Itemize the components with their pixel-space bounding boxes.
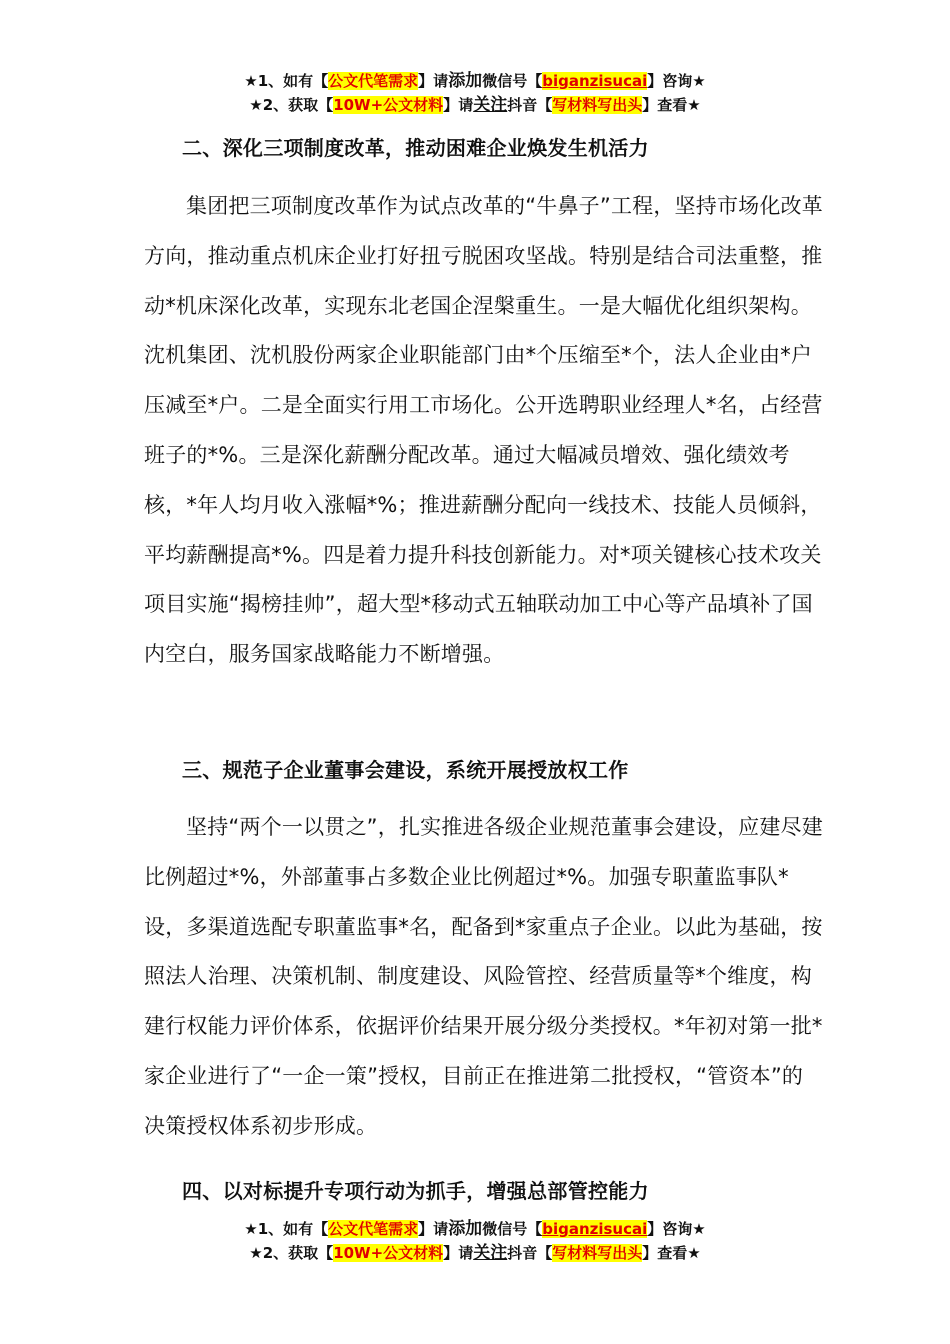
promo-banner-bottom-line1: [0, 1218, 950, 1240]
banner-text: ★1、如有【: [244, 72, 329, 90]
promo-banner-bottom-line2: [0, 1242, 950, 1264]
banner-text: ★2、获取【: [249, 96, 334, 114]
banner-highlight: 10W+公文材料: [333, 1244, 444, 1262]
banner-text: 】咨询★: [647, 72, 706, 90]
section-body: 坚持“两个一以贯之”，扎实推进各级企业规范董事会建设，应建尽建比例超过*%，外部董事占多数企业比例超过*%。加强专职董监事队*设，多渠道选配专职董监事*名，配备到*家重点子企业。以此为基础，按照法人治理、决策机制、制度建设、风险管控、经营质量等*个维度，构建行权能力评价体系，依据评价结果开展分级分类授权。*年初对第一批*家企业进行了“一企一策”授权，目前正在推进第二批授权，“管资本”的决策授权体系初步形成。: [144, 815, 823, 1138]
banner-emphasis: 关注: [473, 95, 508, 115]
section-heading: 四、以对标提升专项行动为抓手，增强总部管控能力: [182, 1179, 649, 1203]
banner-text: 】查看★: [642, 1244, 701, 1262]
wechat-id-link[interactable]: biganzisucai: [542, 1220, 648, 1238]
banner-highlight: 公文代笔需求: [328, 72, 419, 90]
banner-text: 】查看★: [642, 96, 701, 114]
douyin-account-highlight: 写材料写出头: [552, 1244, 643, 1262]
banner-highlight: 公文代笔需求: [328, 1220, 419, 1238]
banner-text: 微信号【: [482, 1220, 543, 1238]
banner-text: 】请: [418, 72, 449, 90]
banner-text: 】请: [443, 96, 474, 114]
section-heading: 二、深化三项制度改革，推动困难企业焕发生机活力: [182, 136, 649, 160]
banner-highlight: 10W+公文材料: [333, 96, 444, 114]
banner-text: ★2、获取【: [249, 1244, 334, 1262]
section-heading: 三、规范子企业董事会建设，系统开展授放权工作: [182, 758, 629, 782]
banner-text: ★1、如有【: [244, 1220, 329, 1238]
wechat-id-link[interactable]: biganzisucai: [542, 72, 648, 90]
section-body: 集团把三项制度改革作为试点改革的“牛鼻子”工程，坚持市场化改革方向，推动重点机床企业打好扭亏脱困攻坚战。特别是结合司法重整，推动*机床深化改革，实现东北老国企涅槃重生。一是大幅优化组织架构。沈机集团、沈机股份两家企业职能部门由*个压缩至*个，法人企业由*户压减至*户。二是全面实行用工市场化。公开选聘职业经理人*名，占经营班子的*%。三是深化薪酬分配改革。通过大幅减员增效、强化绩效考核，*年人均月收入涨幅*%；推进薪酬分配向一线技术、技能人员倾斜，平均薪酬提高*%。四是着力提升科技创新能力。对*项关键核心技术攻关项目实施“揭榜挂帅”，超大型*移动式五轴联动加工中心等产品填补了国内空白，服务国家战略能力不断增强。: [144, 194, 823, 667]
banner-text: 】请: [418, 1220, 449, 1238]
promo-banner-top-line2: [0, 94, 950, 116]
banner-emphasis: 添加: [448, 71, 483, 91]
banner-emphasis: 关注: [473, 1243, 508, 1263]
banner-text: 抖音【: [507, 96, 553, 114]
douyin-account-highlight: 写材料写出头: [552, 96, 643, 114]
promo-banner-top-line1: [0, 70, 950, 92]
banner-text: 】请: [443, 1244, 474, 1262]
banner-emphasis: 添加: [448, 1219, 483, 1239]
banner-text: 微信号【: [482, 72, 543, 90]
banner-text: 抖音【: [507, 1244, 553, 1262]
banner-text: 】咨询★: [647, 1220, 706, 1238]
